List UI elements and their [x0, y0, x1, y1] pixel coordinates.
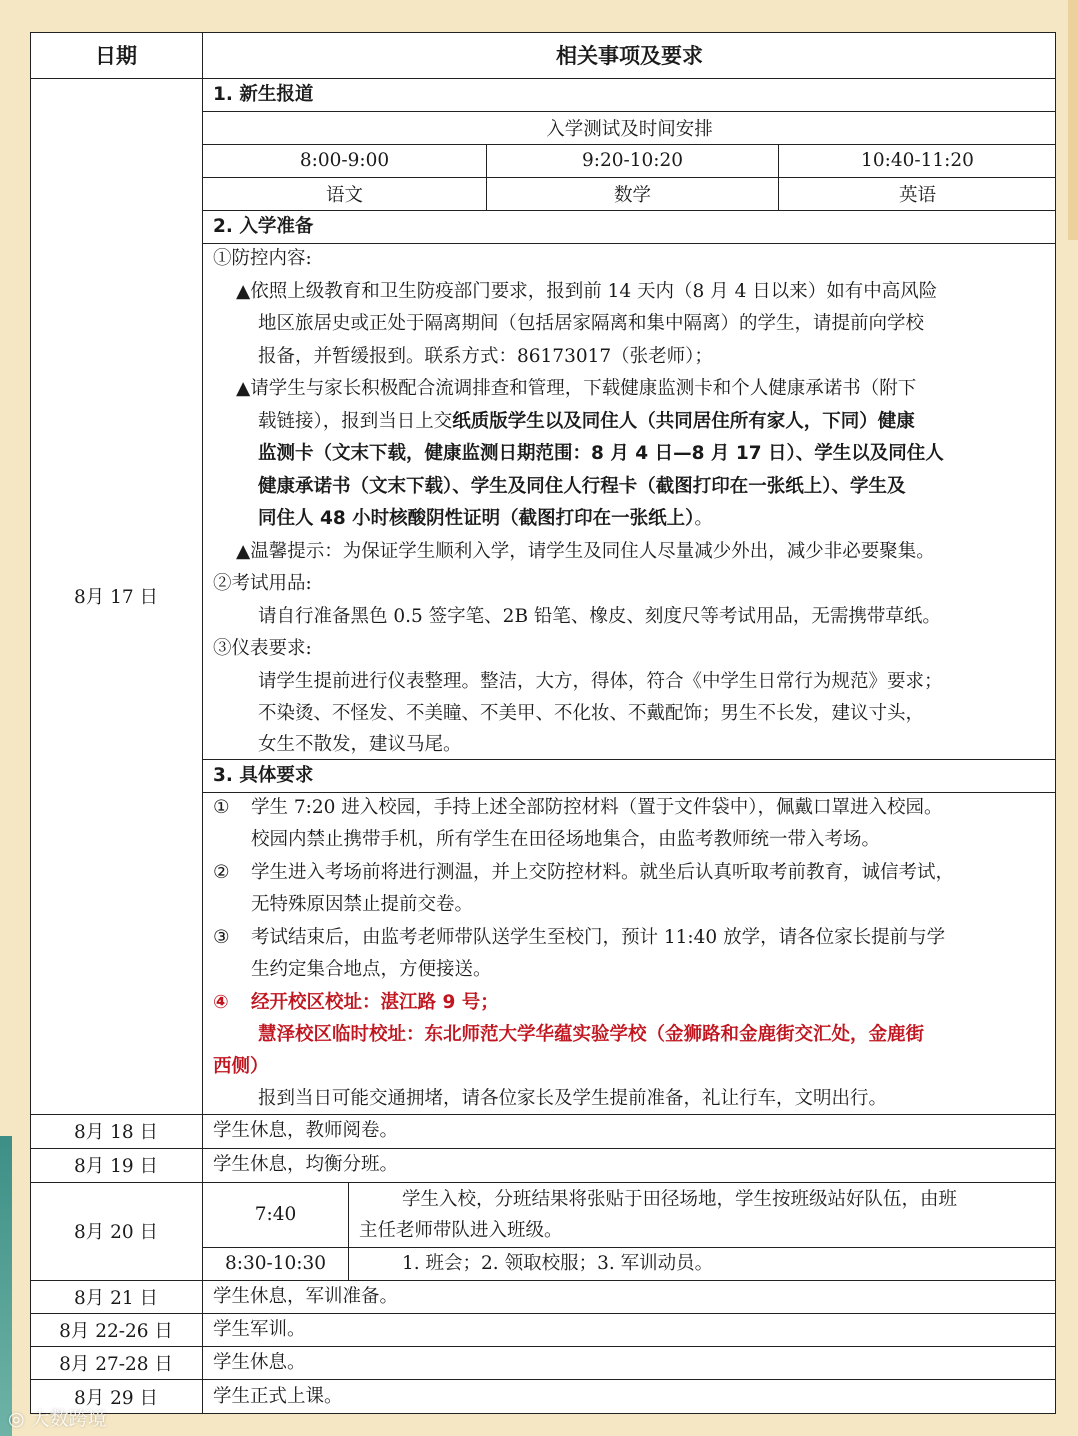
test-time-1: 8:00-9:00 — [299, 150, 390, 171]
date-column-header: 日期 — [95, 44, 137, 68]
required-documents-text: 纸质版学生以及同住人（共同居住所有家人，下同）健康 — [452, 411, 915, 432]
campus-address-text: 慧泽校区临时校址：东北师范大学华蕴实验学校（金狮路和金鹿街交汇处，金鹿街 — [258, 1024, 925, 1045]
table-divider — [202, 210, 1056, 211]
schedule-text: 学生军训。 — [213, 1319, 306, 1340]
table-divider — [202, 243, 1056, 244]
exam-supplies-title: ②考试用品: — [213, 573, 312, 594]
prevention-text-line: 地区旅居史或正处于隔离期间（包括居家隔离和集中隔离）的学生，请提前向学校 — [258, 313, 925, 334]
date-aug22-26: 8月 22-26 日 — [59, 1320, 173, 1342]
test-schedule-title: 入学测试及时间安排 — [546, 118, 713, 140]
time-slot-text-line: 学生入校，分班结果将张贴于田径场地，学生按班级站好队伍，由班 — [402, 1189, 958, 1210]
item-number: ② — [213, 862, 230, 883]
schedule-text: 学生休息，教师阅卷。 — [213, 1120, 399, 1141]
sentence-end: 。 — [694, 508, 713, 529]
item-number: ④ — [213, 992, 229, 1013]
table-divider — [348, 1182, 349, 1280]
test-subject-math: 数学 — [613, 184, 651, 206]
prevention-title: ①防控内容: — [213, 248, 312, 269]
schedule-text: 学生休息，均衡分班。 — [213, 1154, 399, 1175]
date-aug17: 8月 17 日 — [73, 587, 159, 608]
appearance-text-line: 请学生提前进行仪表整理。整洁，大方，得体，符合《中学生日常行为规范》要求； — [258, 671, 943, 692]
campus-address-text: 西侧） — [213, 1056, 269, 1077]
prevention-text-line: ▲依照上级教育和卫生防疫部门要求，报到前 14 天内（8 月 4 日以来）如有中高风险 — [236, 281, 938, 302]
required-documents-line — [258, 503, 713, 536]
required-documents-text: 健康承诺书（文末下载）、学生及同住人行程卡（截图打印在一张纸上）、学生及 — [258, 476, 906, 497]
exam-supplies-text: 请自行准备黑色 0.5 签字笔、2B 铅笔、橡皮、刻度尺等考试用品，无需携带草纸。 — [258, 606, 941, 627]
date-aug29: 8月 29 日 — [73, 1387, 159, 1409]
required-documents-text: 监测卡（文末下载，健康监测日期范围：8 月 4 日—8 月 17 日）、学生以及同住人 — [258, 443, 944, 464]
prevention-text-line: ▲请学生与家长积极配合流调排查和管理，下载健康监测卡和个人健康承诺书（附下 — [236, 378, 917, 399]
appearance-text-line: 不染烫、不怪发、不美瞳、不美甲、不化妆、不戴配饰；男生不长发，建议寸头， — [258, 703, 925, 724]
test-time-3: 10:40-11:20 — [861, 150, 974, 171]
background-edge — [0, 1136, 12, 1436]
date-aug27-28: 8月 27-28 日 — [59, 1353, 173, 1375]
appearance-title: ③仪表要求: — [213, 638, 312, 659]
appearance-text-line: 女生不散发，建议马尾。 — [258, 734, 462, 755]
warm-tip-text: ▲温馨提示：为保证学生顺利入学，请学生及同住人尽量减少外出，减少非必要聚集。 — [236, 541, 935, 562]
watermark-logo-icon: ◎ — [8, 1408, 31, 1430]
schedule-text: 学生休息。 — [213, 1352, 306, 1373]
time-slot-2: 8:30-10:30 — [224, 1253, 327, 1274]
section-title-registration: 1. 新生报道 — [213, 84, 314, 105]
requirement-text-line: 生约定集合地点，方便接送。 — [251, 959, 492, 980]
time-slot-text: 1. 班会；2. 领取校服；3. 军训动员。 — [402, 1253, 714, 1274]
prevention-text-line: 报备，并暂缓报到。联系方式：86173017（张老师）； — [258, 346, 713, 367]
watermark-text: 大数跨境 — [30, 1408, 107, 1430]
schedule-table — [30, 32, 1056, 1414]
time-slot-text-line: 主任老师带队进入班级。 — [359, 1220, 563, 1241]
prevention-text-line — [258, 406, 915, 439]
item-number: ① — [213, 797, 230, 818]
section-title-requirements: 3. 具体要求 — [213, 765, 314, 786]
items-column-header: 相关事项及要求 — [556, 44, 703, 68]
schedule-text: 学生休息，军训准备。 — [213, 1286, 399, 1307]
watermark — [8, 1404, 107, 1431]
date-aug20: 8月 20 日 — [73, 1222, 159, 1243]
test-subject-english: 英语 — [898, 184, 936, 206]
schedule-text: 学生正式上课。 — [213, 1386, 343, 1407]
prevention-text: 载链接），报到当日上交 — [258, 411, 453, 432]
requirement-text-line: 校园内禁止携带手机，所有学生在田径场地集合，由监考教师统一带入考场。 — [251, 829, 881, 850]
requirement-text-line: 无特殊原因禁止提前交卷。 — [251, 894, 474, 915]
date-aug21: 8月 21 日 — [73, 1287, 159, 1309]
traffic-notice-text: 报到当日可能交通拥堵，请各位家长及学生提前准备，礼让行车，文明出行。 — [258, 1088, 888, 1109]
item-number: ③ — [213, 927, 230, 948]
test-time-2: 9:20-10:20 — [581, 150, 684, 171]
date-aug19: 8月 19 日 — [73, 1156, 159, 1177]
requirement-text-line: 考试结束后，由监考老师带队送学生至校门，预计 11:40 放学，请各位家长提前与学 — [251, 927, 946, 948]
requirement-text-line: 学生 7:20 进入校园，手持上述全部防控材料（置于文件袋中），佩戴口罩进入校园。 — [251, 797, 943, 818]
background-edge — [1068, 0, 1078, 240]
campus-address-text: 经开校区校址：湛江路 9 号； — [251, 992, 499, 1013]
time-slot-1: 7:40 — [254, 1204, 297, 1225]
section-title-preparation: 2. 入学准备 — [213, 216, 314, 237]
requirement-text-line: 学生进入考场前将进行测温，并上交防控材料。就坐后认真听取考前教育，诚信考试， — [251, 862, 955, 883]
test-subject-chinese: 语文 — [325, 184, 363, 206]
required-documents-text: 同住人 48 小时核酸阴性证明（截图打印在一张纸上） — [258, 508, 695, 529]
date-aug18: 8月 18 日 — [73, 1122, 159, 1143]
